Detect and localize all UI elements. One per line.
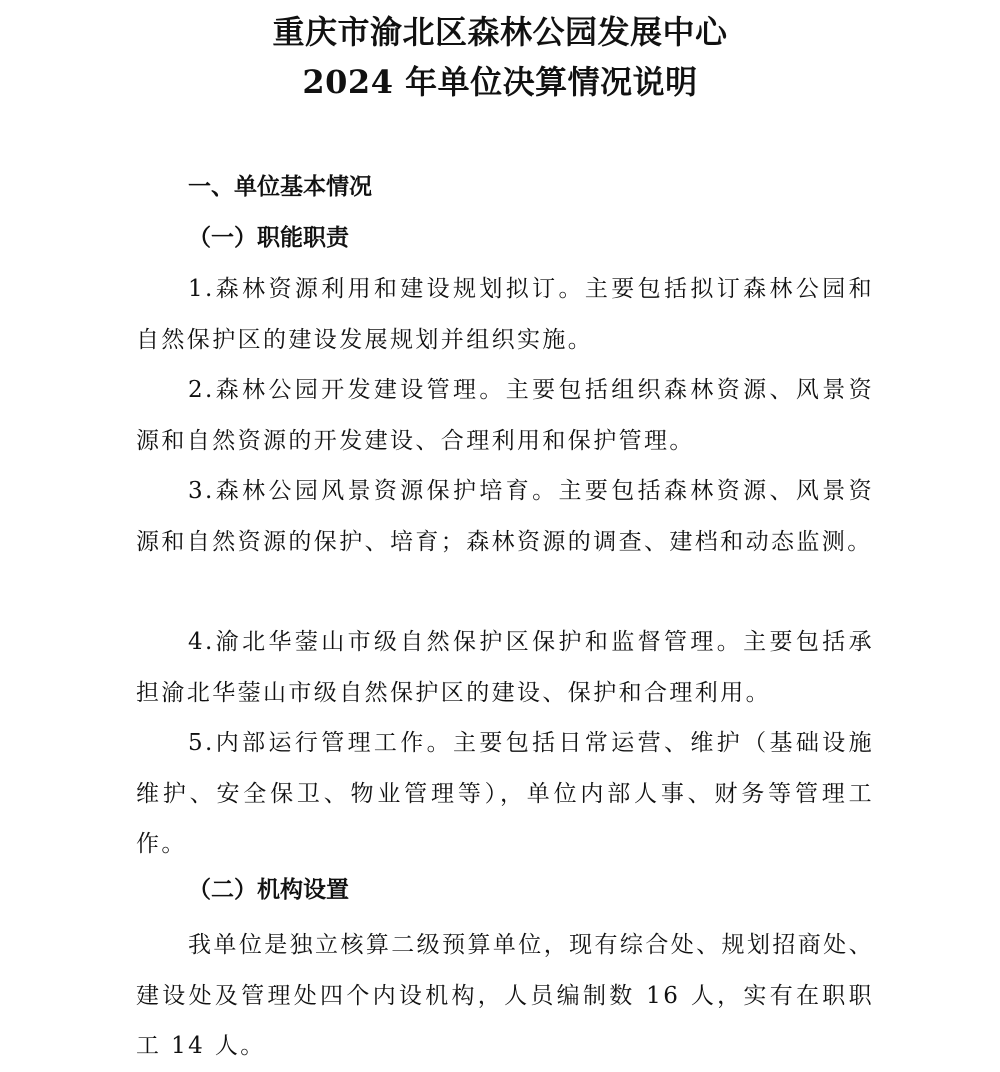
- paragraph-function-1: 1.森林资源利用和建设规划拟订。主要包括拟订森林公园和自然保护区的建设发展规划并组织实施。: [136, 276, 874, 353]
- document-title-line-1: 重庆市渝北区森林公园发展中心: [272, 13, 728, 51]
- paragraph-function-5: 5.内部运行管理工作。主要包括日常运营、维护（基础设施维护、安全保卫、物业管理等），单位内部人事、财务等管理工作。: [136, 730, 874, 857]
- paragraph-organization: 我单位是独立核算二级预算单位，现有综合处、规划招商处、建设处及管理处四个内设机构，人员编制数 16 人，实有在职职工 14 人。: [136, 932, 874, 1059]
- subsection-heading-organization: （二）机构设置: [188, 876, 349, 903]
- paragraph-function-2: 2.森林公园开发建设管理。主要包括组织森林资源、风景资源和自然资源的开发建设、合理利用和保护管理。: [136, 377, 874, 454]
- document-title-line-2: 2024 年单位决算情况说明: [302, 63, 698, 101]
- paragraph-function-4: 4.渝北华蓥山市级自然保护区保护和监督管理。主要包括承担渝北华蓥山市级自然保护区的建设、保护和合理利用。: [136, 629, 874, 706]
- subsection-heading-functions: （一）职能职责: [188, 224, 349, 251]
- paragraph-function-3: 3.森林公园风景资源保护培育。主要包括森林资源、风景资源和自然资源的保护、培育；森林资源的调查、建档和动态监测。: [136, 478, 874, 555]
- section-heading-basic-info: 一、单位基本情况: [188, 174, 372, 200]
